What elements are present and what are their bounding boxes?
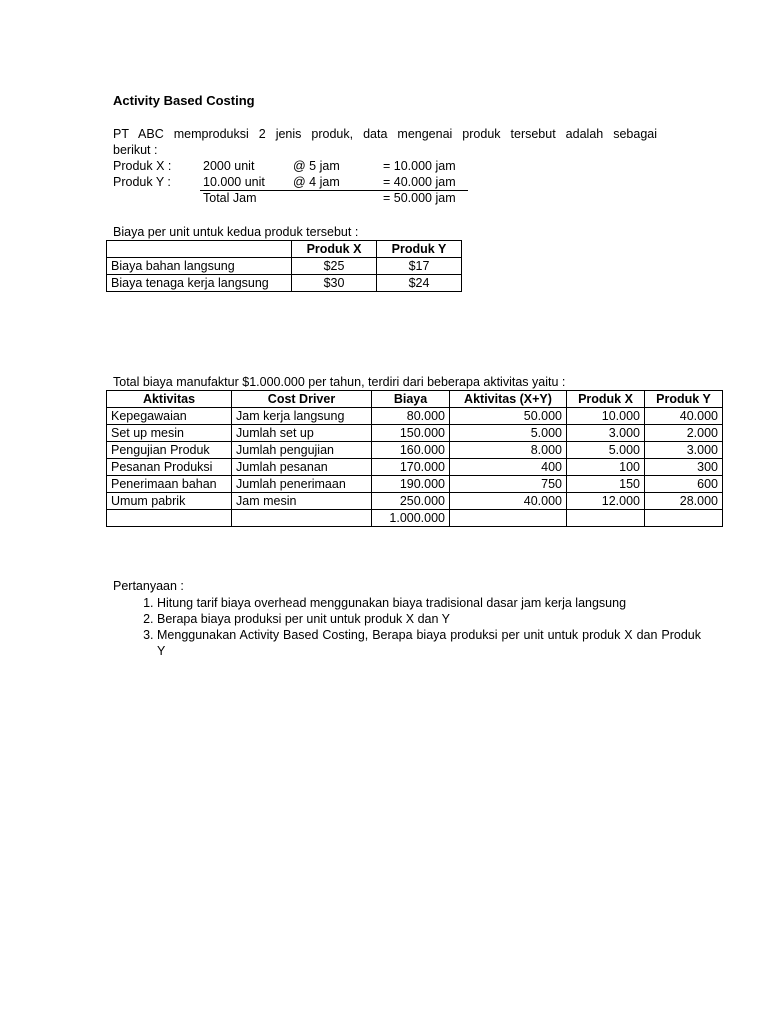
document-title: Activity Based Costing (113, 93, 255, 108)
table-cell: 40.000 (645, 408, 723, 425)
table-cell: Jumlah pengujian (232, 442, 372, 459)
product-y-line (113, 174, 473, 190)
table-cell: 150.000 (372, 425, 450, 442)
table-cell (645, 510, 723, 527)
product-total: = 40.000 jam (383, 175, 456, 189)
product-x-line (113, 158, 473, 174)
table-cell: 8.000 (450, 442, 567, 459)
table-cell: $17 (377, 258, 462, 275)
table-cell: 750 (450, 476, 567, 493)
table-cell: 190.000 (372, 476, 450, 493)
table-cell: Set up mesin (107, 425, 232, 442)
table-cell: 50.000 (450, 408, 567, 425)
table-cell: 600 (645, 476, 723, 493)
table-cell: 2.000 (645, 425, 723, 442)
intro-line-1: PT ABC memproduksi 2 jenis produk, data mengenai produk tersebut adalah sebagai (113, 127, 657, 141)
table-header-row (107, 391, 723, 408)
table-cell: Umum pabrik (107, 493, 232, 510)
product-rate: @ 5 jam (293, 159, 340, 173)
table-cell: 160.000 (372, 442, 450, 459)
product-total: = 10.000 jam (383, 159, 456, 173)
table-cell: Biaya tenaga kerja langsung (107, 275, 292, 292)
table-cell: 28.000 (645, 493, 723, 510)
table-cell: Biaya bahan langsung (107, 258, 292, 275)
list-item: 2. Berapa biaya produksi per unit untuk produk X dan Y (157, 611, 701, 627)
product-label: Produk X : (113, 159, 172, 173)
table-cell (107, 510, 232, 527)
table-cell: $24 (377, 275, 462, 292)
table-row (107, 258, 462, 275)
table-cell: Pesanan Produksi (107, 459, 232, 476)
header-cell: Produk Y (645, 391, 723, 408)
table-cell: 100 (567, 459, 645, 476)
table-row (107, 442, 723, 459)
header-cell: Produk Y (377, 241, 462, 258)
table-cell: Kepegawaian (107, 408, 232, 425)
table-cell: $25 (292, 258, 377, 275)
table-cell: 5.000 (450, 425, 567, 442)
total-hours-line (113, 190, 473, 206)
table-cell: 400 (450, 459, 567, 476)
header-cell: Produk X (567, 391, 645, 408)
product-units: 2000 unit (203, 159, 255, 173)
table-cell: 250.000 (372, 493, 450, 510)
table-cell (232, 510, 372, 527)
product-label: Produk Y : (113, 175, 171, 189)
questions-heading: Pertanyaan : (113, 579, 184, 593)
table-cell: 80.000 (372, 408, 450, 425)
table-header-row (107, 241, 462, 258)
list-item: 1. Hitung tarif biaya overhead menggunakan biaya tradisional dasar jam kerja langsung (157, 595, 701, 611)
activity-table (106, 390, 723, 527)
table-cell: 5.000 (567, 442, 645, 459)
cost-table-caption: Biaya per unit untuk kedua produk tersebut : (113, 225, 359, 239)
table-cell: 3.000 (567, 425, 645, 442)
table-cell: 40.000 (450, 493, 567, 510)
header-cell: Produk X (292, 241, 377, 258)
intro-line-2: berikut : (113, 143, 158, 157)
table-cell: Pengujian Produk (107, 442, 232, 459)
table-cell: Jam mesin (232, 493, 372, 510)
table-cell: Jam kerja langsung (232, 408, 372, 425)
table-cell: Jumlah penerimaan (232, 476, 372, 493)
header-cell: Cost Driver (232, 391, 372, 408)
table-cell: 10.000 (567, 408, 645, 425)
table-cell: $30 (292, 275, 377, 292)
product-units: 10.000 unit (203, 175, 265, 189)
table-row (107, 459, 723, 476)
table-cell: 170.000 (372, 459, 450, 476)
table-row (107, 275, 462, 292)
activity-table-caption: Total biaya manufaktur $1.000.000 per tahun, terdiri dari beberapa aktivitas yaitu : (113, 375, 566, 389)
header-cell: Biaya (372, 391, 450, 408)
table-cell: Jumlah set up (232, 425, 372, 442)
table-cell (567, 510, 645, 527)
total-cost-cell: 1.000.000 (372, 510, 450, 527)
table-cell: 3.000 (645, 442, 723, 459)
total-hours-label: Total Jam (203, 191, 257, 205)
header-cell (107, 241, 292, 258)
table-row (107, 476, 723, 493)
header-cell: Aktivitas (X+Y) (450, 391, 567, 408)
table-cell: Jumlah pesanan (232, 459, 372, 476)
header-cell: Aktivitas (107, 391, 232, 408)
table-total-row (107, 510, 723, 527)
table-cell (450, 510, 567, 527)
table-row (107, 493, 723, 510)
table-cell: Penerimaan bahan (107, 476, 232, 493)
table-cell: 150 (567, 476, 645, 493)
table-row (107, 425, 723, 442)
table-cell: 300 (645, 459, 723, 476)
product-rate: @ 4 jam (293, 175, 340, 189)
list-item: 3. Menggunakan Activity Based Costing, Berapa biaya produksi per unit untuk produk X dan Produk Y (157, 627, 701, 659)
questions-list (113, 595, 701, 659)
total-hours-value: = 50.000 jam (383, 191, 456, 205)
unit-cost-table (106, 240, 462, 292)
table-cell: 12.000 (567, 493, 645, 510)
table-row (107, 408, 723, 425)
